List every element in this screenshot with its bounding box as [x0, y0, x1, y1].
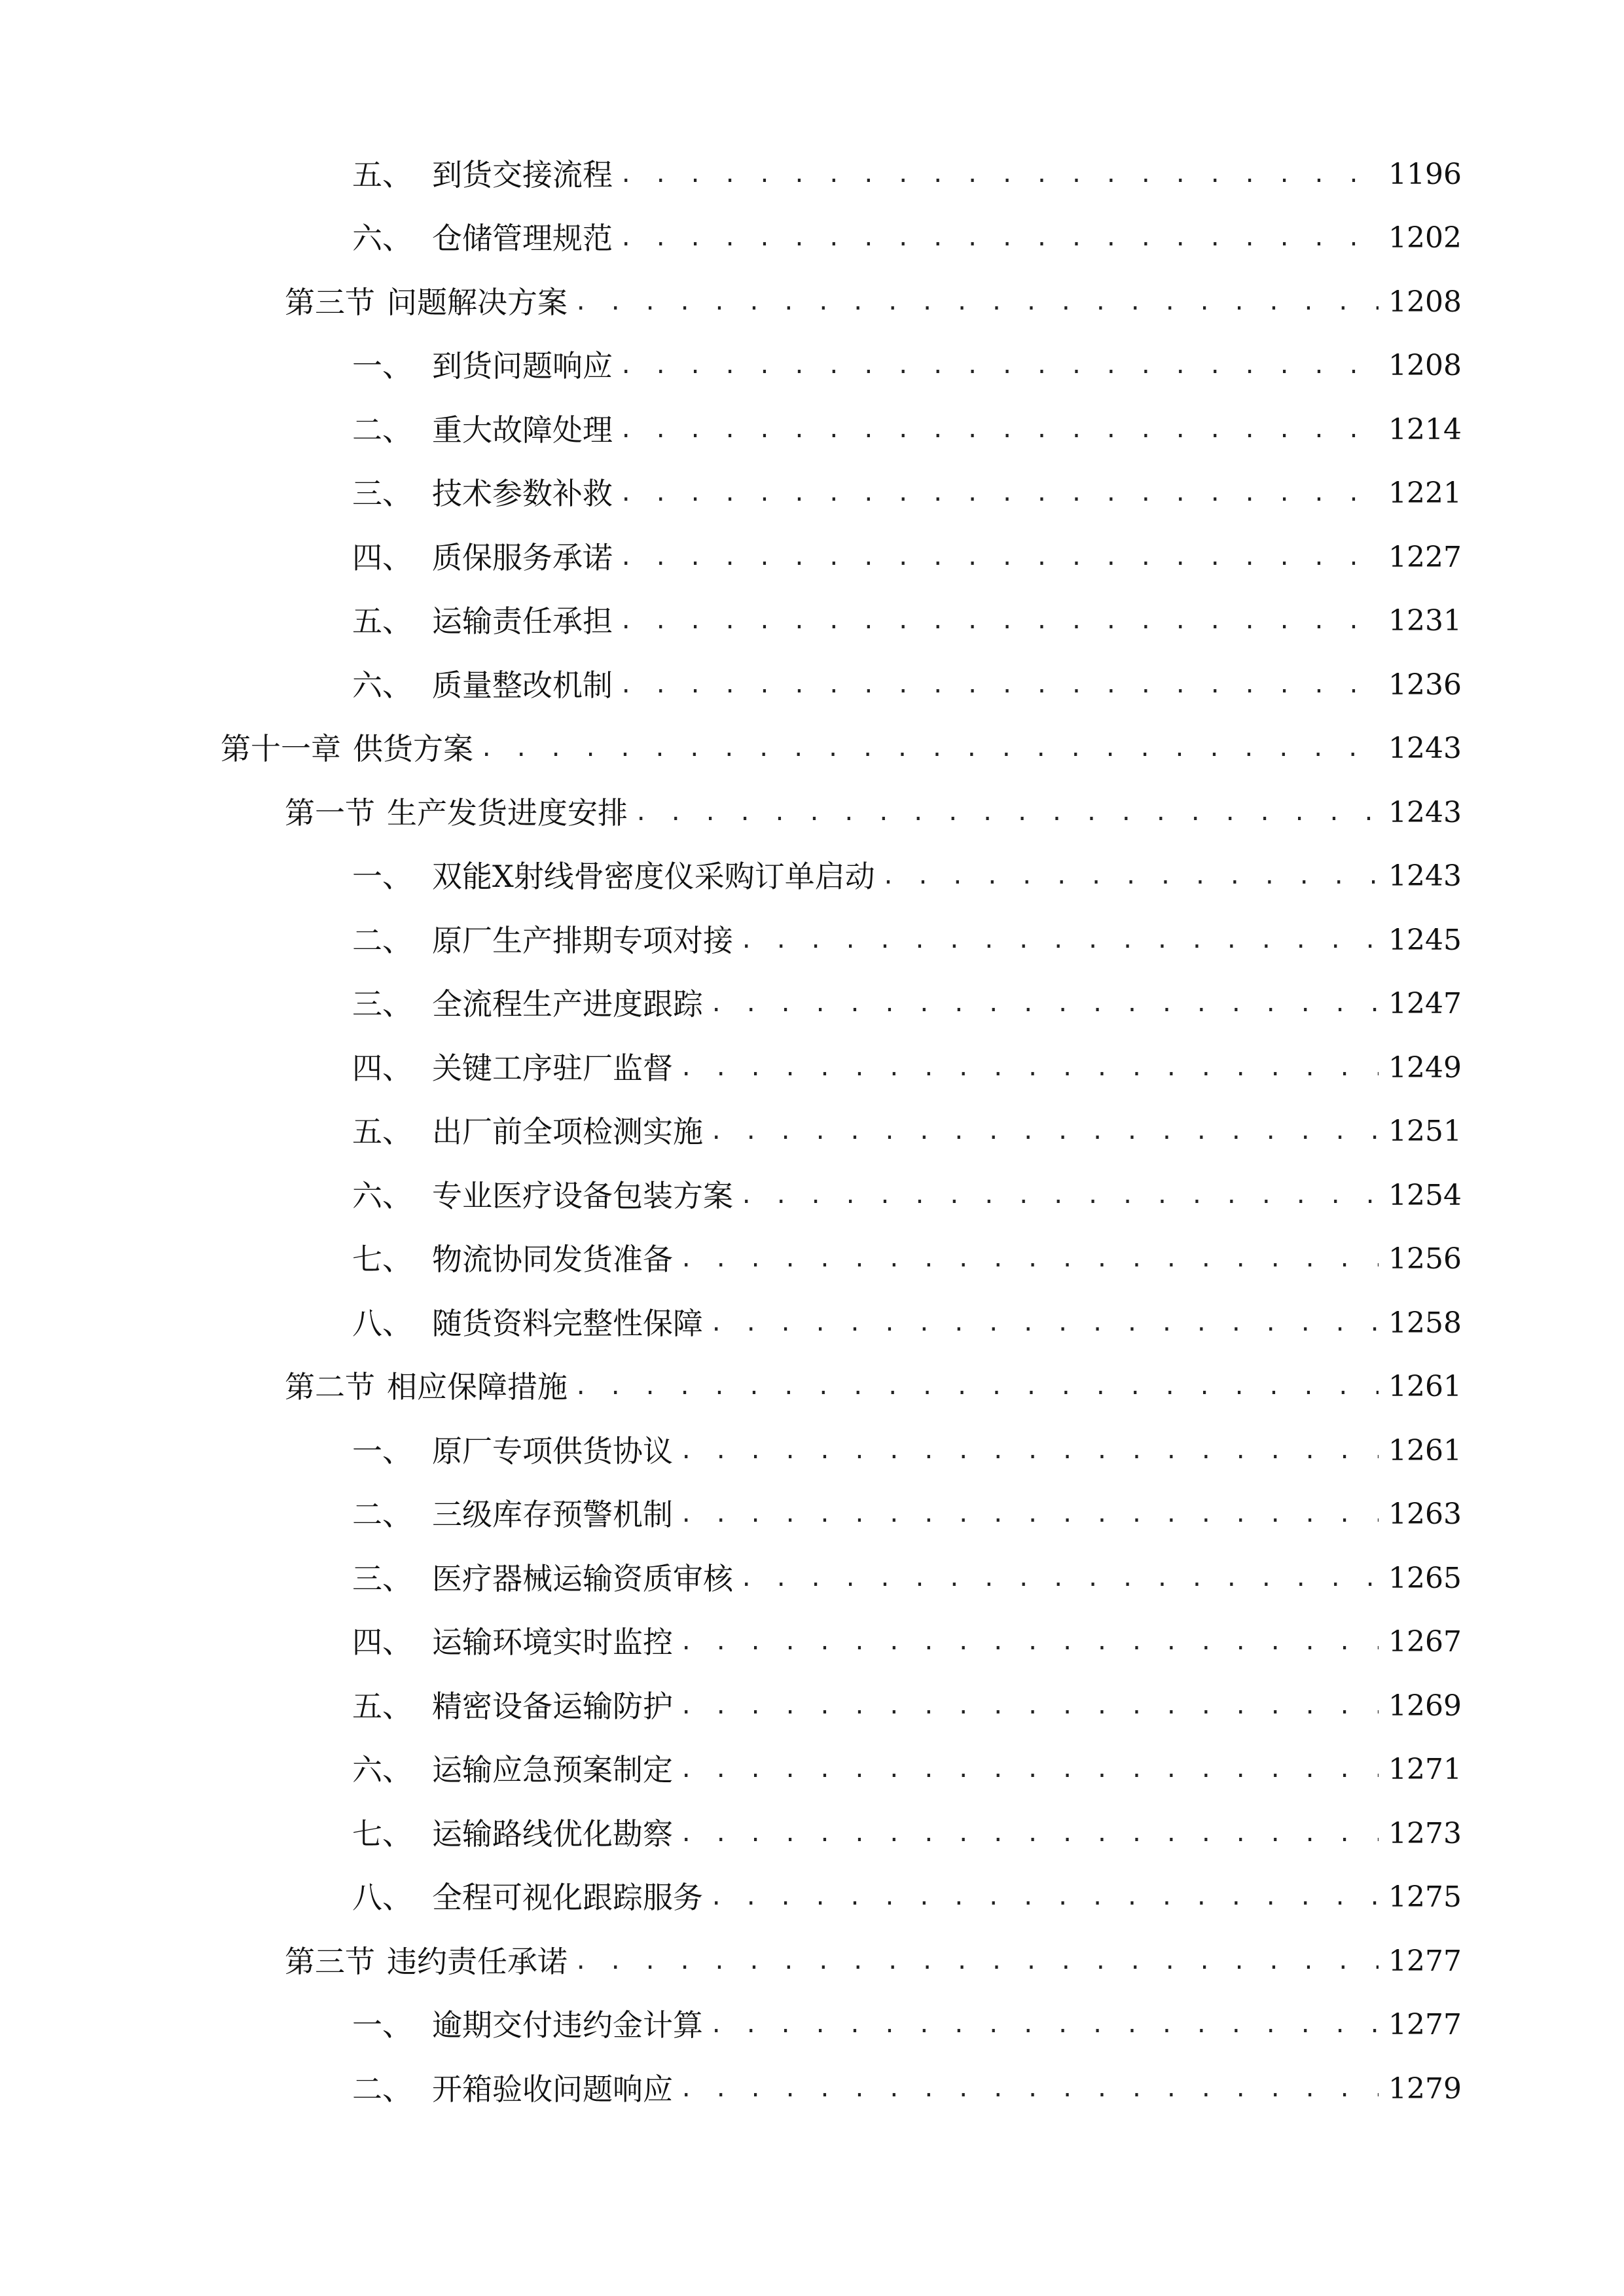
- toc-entry-title: 医疗器械运输资质审核: [432, 1560, 733, 1596]
- toc-entry[interactable]: [0, 1802, 1624, 1866]
- toc-entry-number: 四、: [352, 1624, 412, 1660]
- toc-entry-number: 五、: [352, 156, 412, 192]
- toc-entry[interactable]: [0, 973, 1624, 1037]
- dot-leader: [710, 984, 1379, 1024]
- toc-entry-number: 八、: [352, 1880, 412, 1916]
- dot-leader: [619, 601, 1379, 641]
- toc-entry-number: 二、: [352, 1497, 412, 1533]
- toc-entry-number: 六、: [352, 1177, 412, 1213]
- toc-entry-page-number: 1243: [1388, 795, 1462, 829]
- toc-entry-title: 原厂专项供货协议: [432, 1433, 673, 1469]
- dot-leader: [679, 1750, 1379, 1789]
- toc-entry-title: 运输路线优化勘察: [432, 1816, 673, 1852]
- dot-leader: [619, 474, 1379, 513]
- toc-entry[interactable]: [0, 270, 1624, 334]
- toc-entry-page-number: 1273: [1388, 1816, 1462, 1850]
- dot-leader: [679, 1049, 1379, 1088]
- dot-leader: [740, 1176, 1379, 1215]
- toc-entry-page-number: 1275: [1388, 1880, 1462, 1914]
- toc-entry-page-number: 1263: [1388, 1498, 1462, 1532]
- dot-leader: [679, 1240, 1379, 1279]
- toc-entry-title: 逾期交付违约金计算: [432, 2007, 703, 2043]
- toc-entry-page-number: 1243: [1388, 859, 1462, 893]
- toc-entry-title: 问题解决方案: [387, 284, 568, 320]
- toc-entry-title: 全流程生产进度跟踪: [432, 986, 703, 1022]
- dot-leader: [574, 1367, 1379, 1407]
- dot-leader: [710, 1878, 1379, 1917]
- toc-entry-page-number: 1279: [1388, 2072, 1462, 2106]
- toc-entry-title: 开箱验收问题响应: [432, 2071, 673, 2107]
- toc-entry-title: 专业医疗设备包装方案: [432, 1177, 733, 1213]
- toc-entry-number: 七、: [352, 1242, 412, 1278]
- toc-entry-page-number: 1208: [1388, 285, 1462, 319]
- toc-entry-page-number: 1277: [1388, 1944, 1462, 1978]
- dot-leader: [679, 1431, 1379, 1471]
- toc-entry-title: 运输环境实时监控: [432, 1624, 673, 1660]
- toc-entry[interactable]: [0, 908, 1624, 973]
- toc-entry-page-number: 1196: [1388, 157, 1462, 191]
- toc-entry-number: 二、: [352, 2071, 412, 2107]
- toc-entry-page-number: 1214: [1388, 412, 1462, 446]
- toc-entry[interactable]: [0, 1866, 1624, 1930]
- toc-entry-page-number: 1258: [1388, 1306, 1462, 1340]
- toc-entry-number: 一、: [352, 859, 412, 895]
- dot-leader: [619, 666, 1379, 705]
- toc-entry-page-number: 1247: [1388, 987, 1462, 1021]
- toc-entry-number: 六、: [352, 221, 412, 257]
- toc-entry[interactable]: [0, 590, 1624, 654]
- dot-leader: [710, 1112, 1379, 1151]
- toc-entry-title: 原厂生产排期专项对接: [432, 922, 733, 958]
- toc-entry-title: 相应保障措施: [387, 1369, 568, 1405]
- toc-entry-title: 出厂前全项检测实施: [432, 1114, 703, 1150]
- toc-entry[interactable]: [0, 1100, 1624, 1164]
- toc-entry[interactable]: [0, 1674, 1624, 1738]
- dot-leader: [679, 1495, 1379, 1534]
- toc-entry-page-number: 1277: [1388, 2008, 1462, 2042]
- toc-entry-number: 一、: [352, 1433, 412, 1469]
- toc-entry-page-number: 1251: [1388, 1115, 1462, 1149]
- toc-entry-number: 第二节: [285, 1369, 375, 1405]
- toc-entry[interactable]: [0, 781, 1624, 845]
- toc-entry-number: 六、: [352, 1752, 412, 1788]
- toc-entry-number: 一、: [352, 348, 412, 384]
- toc-entry-number: 八、: [352, 1305, 412, 1341]
- toc-entry-title: 质保服务承诺: [432, 539, 613, 575]
- toc-entry-page-number: 1245: [1388, 923, 1462, 957]
- toc-entry-title: 到货交接流程: [432, 156, 613, 192]
- toc-entry-number: 三、: [352, 1560, 412, 1596]
- toc-entry-number: 第一节: [285, 795, 375, 831]
- toc-entry-title: 双能X射线骨密度仪采购订单启动: [432, 859, 875, 895]
- toc-entry[interactable]: [0, 1611, 1624, 1675]
- toc-entry[interactable]: [0, 143, 1624, 207]
- toc-entry-number: 三、: [352, 986, 412, 1022]
- toc-entry-page-number: 1265: [1388, 1561, 1462, 1595]
- toc-entry-number: 六、: [352, 667, 412, 703]
- toc-entry[interactable]: [0, 1036, 1624, 1100]
- toc-entry-number: 第三节: [285, 1943, 375, 1979]
- toc-entry-title: 质量整改机制: [432, 667, 613, 703]
- toc-entry[interactable]: [0, 653, 1624, 717]
- toc-entry-number: 二、: [352, 412, 412, 448]
- dot-leader: [882, 857, 1379, 896]
- toc-entry[interactable]: [0, 1419, 1624, 1483]
- toc-entry-page-number: 1261: [1388, 1370, 1462, 1404]
- toc-entry-number: 五、: [352, 1688, 412, 1724]
- toc-entry-number: 四、: [352, 539, 412, 575]
- toc-entry-title: 生产发货进度安排: [387, 795, 628, 831]
- toc-entry-title: 运输应急预案制定: [432, 1752, 673, 1788]
- toc-entry-number: 二、: [352, 922, 412, 958]
- toc-entry-page-number: 1271: [1388, 1753, 1462, 1787]
- toc-entry[interactable]: [0, 207, 1624, 271]
- toc-entry[interactable]: [0, 1164, 1624, 1228]
- toc-entry-number: 一、: [352, 2007, 412, 2043]
- toc-entry-page-number: 1249: [1388, 1050, 1462, 1085]
- toc-entry-title: 精密设备运输防护: [432, 1688, 673, 1724]
- toc-entry-title: 物流协同发货准备: [432, 1242, 673, 1278]
- toc-entry-page-number: 1227: [1388, 540, 1462, 574]
- dot-leader: [619, 155, 1379, 194]
- table-of-contents: [0, 143, 1624, 2121]
- toc-entry[interactable]: [0, 717, 1624, 781]
- toc-entry-page-number: 1208: [1388, 349, 1462, 383]
- toc-entry[interactable]: [0, 1738, 1624, 1803]
- toc-entry-title: 到货问题响应: [432, 348, 613, 384]
- dot-leader: [480, 729, 1379, 768]
- toc-entry-title: 随货资料完整性保障: [432, 1305, 703, 1341]
- toc-entry[interactable]: [0, 526, 1624, 590]
- toc-entry-number: 第三节: [285, 284, 375, 320]
- toc-entry-title: 违约责任承诺: [387, 1943, 568, 1979]
- toc-entry[interactable]: [0, 334, 1624, 399]
- dot-leader: [710, 1304, 1379, 1343]
- dot-leader: [619, 219, 1379, 258]
- toc-entry[interactable]: [0, 1483, 1624, 1547]
- toc-entry-page-number: 1202: [1388, 221, 1462, 255]
- dot-leader: [679, 2070, 1379, 2109]
- toc-entry-title: 仓储管理规范: [432, 221, 613, 257]
- dot-leader: [679, 1814, 1379, 1854]
- toc-entry[interactable]: [0, 1929, 1624, 1994]
- toc-entry[interactable]: [0, 1355, 1624, 1420]
- toc-entry[interactable]: [0, 1291, 1624, 1355]
- toc-entry-page-number: 1221: [1388, 476, 1462, 511]
- toc-entry-number: 四、: [352, 1050, 412, 1086]
- dot-leader: [574, 283, 1379, 322]
- toc-entry[interactable]: [0, 462, 1624, 526]
- toc-entry-number: 第十一章: [221, 731, 341, 767]
- toc-entry[interactable]: [0, 2057, 1624, 2121]
- dot-leader: [619, 410, 1379, 450]
- toc-entry[interactable]: [0, 845, 1624, 909]
- dot-leader: [619, 538, 1379, 577]
- toc-entry-page-number: 1256: [1388, 1242, 1462, 1276]
- toc-entry-number: 七、: [352, 1816, 412, 1852]
- toc-entry-page-number: 1231: [1388, 604, 1462, 638]
- toc-entry-number: 五、: [352, 1114, 412, 1150]
- toc-entry-page-number: 1254: [1388, 1178, 1462, 1212]
- toc-entry-page-number: 1269: [1388, 1689, 1462, 1723]
- toc-entry[interactable]: [0, 1547, 1624, 1611]
- dot-leader: [740, 921, 1379, 960]
- toc-entry-title: 全程可视化跟踪服务: [432, 1880, 703, 1916]
- toc-entry-title: 重大故障处理: [432, 412, 613, 448]
- toc-entry-title: 运输责任承担: [432, 603, 613, 639]
- toc-entry-number: 三、: [352, 476, 412, 512]
- toc-entry[interactable]: [0, 1228, 1624, 1292]
- toc-entry-title: 关键工序驻厂监督: [432, 1050, 673, 1086]
- dot-leader: [574, 1942, 1379, 1981]
- toc-entry[interactable]: [0, 398, 1624, 462]
- toc-entry-page-number: 1261: [1388, 1433, 1462, 1467]
- dot-leader: [634, 793, 1379, 833]
- dot-leader: [679, 1623, 1379, 1662]
- toc-entry-page-number: 1236: [1388, 668, 1462, 702]
- toc-entry-title: 供货方案: [353, 731, 473, 767]
- toc-entry-number: 五、: [352, 603, 412, 639]
- dot-leader: [619, 346, 1379, 386]
- dot-leader: [740, 1559, 1379, 1598]
- dot-leader: [710, 2005, 1379, 2045]
- toc-entry-title: 技术参数补救: [432, 476, 613, 512]
- toc-entry-page-number: 1267: [1388, 1625, 1462, 1659]
- toc-entry-title: 三级库存预警机制: [432, 1497, 673, 1533]
- toc-entry-page-number: 1243: [1388, 732, 1462, 766]
- toc-entry[interactable]: [0, 1994, 1624, 2058]
- dot-leader: [679, 1687, 1379, 1726]
